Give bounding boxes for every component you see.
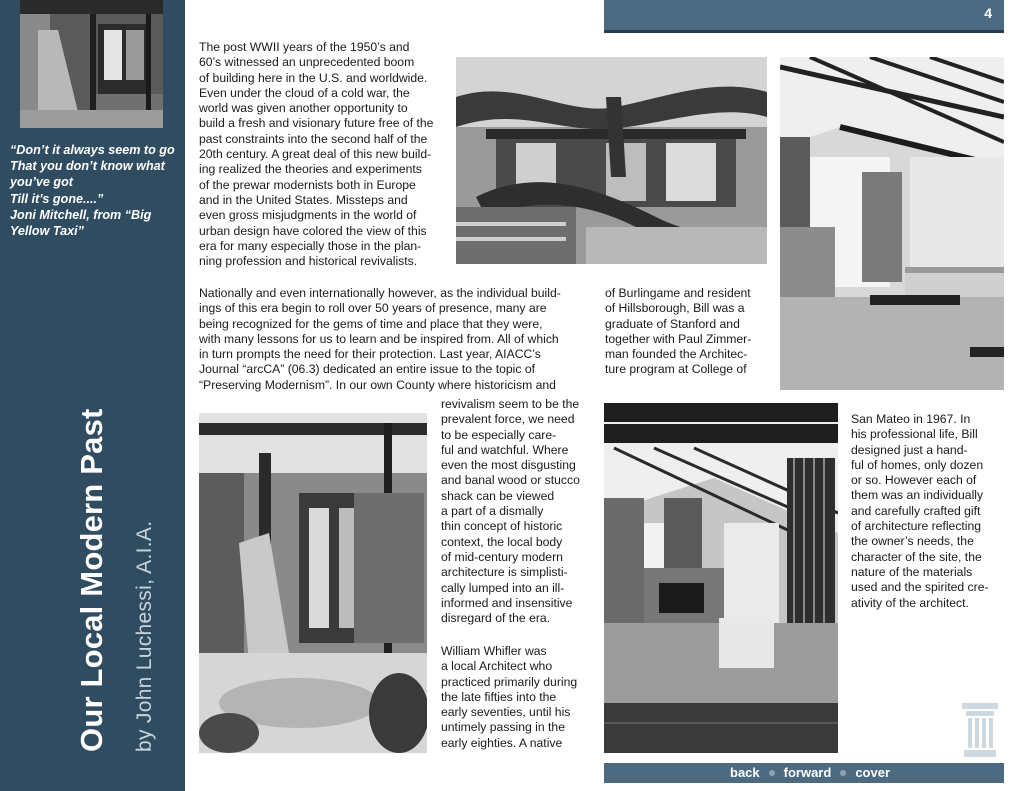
page-nav-bar	[604, 763, 1004, 783]
page-number: 4	[984, 5, 992, 21]
article-author: by John Luchessi, A.I.A.	[133, 520, 156, 752]
separator-dot-icon	[769, 770, 775, 776]
separator-dot-icon	[840, 770, 846, 776]
back-link[interactable]: back	[730, 765, 760, 780]
paragraph-career: San Mateo in 1967. In his professional life, Bill designed just a hand- ful of homes, only dozen or so. However each of them was an individually and carefully crafted gift of architecture reflecting the owner’s needs, the character of the site, the nature of the materials used and the spirited cre- ativity of the architect.	[851, 412, 989, 610]
photo-house-with-oak	[456, 57, 767, 264]
paragraph-intro: The post WWII years of the 1950’s and 60’s witnessed an unprecedented boom of building here in the U.S. and worldwide. Even under the cloud of a cold war, the world was given another opportunity to build a fresh and visionary future free of the past constraints into the second half of the 20th century. A great deal of this new build- ing realized the theories and experiments of the prewar modernists both in Europe and in the United States. Missteps and even gross misjudgments in the world of urban design have colored the view of this era for many especially those in the plan- ning profession and historical revivalists.	[199, 40, 434, 269]
epigraph-quote: “Don’t it always seem to go That you don’t know what you’ve got Till it’s gone....” Joni Mitchell, from “Big Yellow Taxi”	[10, 143, 175, 239]
photo-entry-courtyard	[199, 413, 427, 753]
paragraph-whifler: William Whifler was a local Architect who practiced primarily during the late fifties into the early seventies, until his untimely passing in the early eighties. A native	[441, 644, 578, 750]
photo-living-room-fireplace	[604, 403, 838, 753]
paragraph-preservation: Nationally and even internationally however, as the individual build- ings of this era begin to roll over 50 years of presence, many are being recognized for the gems of time and place that they were, with many lessons for us to learn and be inspired from. All of which in turn prompts the need for their protection. Last year, AIACC’s Journal “arcCA” (06.3) dedicated an entire issue to the topic of “Preserving Modernism”. In our own County where historicism and	[199, 286, 561, 392]
page-header-bar	[604, 0, 1004, 33]
paragraph-burlingame: of Burlingame and resident of Hillsborough, Bill was a graduate of Stanford and together with Paul Zimmer- man founded the Architec- ture program at College of	[605, 286, 752, 377]
photo-living-room-vaulted	[780, 57, 1004, 390]
paragraph-revivalism: revivalism seem to be the prevalent force, we need to be especially care- ful and watchful. Where even the most disgusting and banal wood or stucco shack can be viewed a part of a dismally thin concept of historic context, the local body of mid-century modern architecture is simplisti- cally lumped into an ill- informed and insensitive disregard of the era.	[441, 397, 580, 626]
page-nav	[730, 765, 890, 780]
forward-link[interactable]: forward	[783, 765, 832, 780]
sidebar	[0, 0, 185, 791]
cover-link[interactable]: cover	[855, 765, 891, 780]
sidebar-photo-house-entry	[20, 0, 163, 128]
article-title: Our Local Modern Past	[74, 408, 109, 752]
aia-column-logo-icon	[958, 701, 1002, 759]
